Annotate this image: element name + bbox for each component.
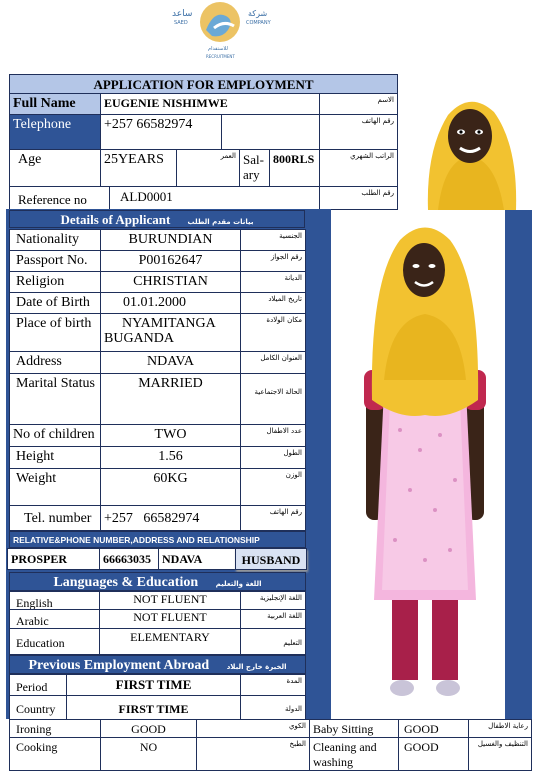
employment-header-ar: الخبرة خارج البلاد — [226, 663, 287, 671]
cooking-ar: الطبخ — [289, 740, 306, 748]
salary-value: 800RLS — [269, 149, 320, 187]
dob-ar: تاريخ الميلاد — [268, 295, 302, 303]
religion-label: Religion — [9, 271, 101, 293]
details-header-ar: بيانات مقدم الطلب — [187, 218, 254, 226]
english-ar: اللغة الإنجليزية — [259, 594, 302, 602]
right-margin-strip — [505, 210, 532, 720]
ironing-ar: الكوي — [288, 722, 306, 730]
svg-text:للاستقدام: للاستقدام — [208, 46, 228, 52]
svg-text:COMPANY: COMPANY — [246, 20, 271, 26]
marital-label: Marital Status — [9, 373, 101, 425]
marital-value: MARRIED — [100, 373, 241, 425]
full-name-label: Full Name — [9, 93, 101, 115]
marital-ar-cell — [240, 373, 306, 425]
height-ar-cell — [240, 446, 306, 469]
arabic-ar-cell — [240, 609, 306, 629]
relative-address: NDAVA — [158, 548, 236, 570]
languages-header — [9, 572, 306, 591]
birthplace-value: NYAMITANGA BUGANDA — [100, 313, 241, 352]
nationality-ar: الجنسية — [279, 232, 302, 240]
period-label: Period — [9, 674, 67, 696]
height-ar: الطول — [283, 449, 302, 457]
baby-sitting-label: Baby Sitting — [309, 719, 399, 738]
tel-number-ar-cell — [240, 505, 306, 531]
birthplace-label: Place of birth — [9, 313, 101, 352]
height-value: 1.56 — [100, 446, 241, 469]
children-ar: عدد الاطفال — [266, 427, 302, 435]
children-ar-cell — [240, 424, 306, 447]
religion-ar: الديانة — [284, 274, 302, 282]
english-value: NOT FLUENT — [99, 591, 241, 610]
country-value: FIRST TIME — [66, 695, 241, 720]
weight-ar: الوزن — [285, 471, 302, 479]
cleaning-ar: التنظيف والغسيل — [477, 740, 528, 748]
details-header — [9, 210, 305, 228]
telephone-ar: رقم الهاتف — [361, 117, 394, 125]
ironing-ar-cell — [196, 719, 310, 738]
period-value: FIRST TIME — [66, 674, 241, 696]
passport-ar: رقم الجواز — [270, 253, 302, 261]
weight-value: 60KG — [100, 468, 241, 506]
tel-number-ar: رقم الهاتف — [269, 508, 302, 516]
company-logo — [168, 0, 272, 62]
age-value: 25YEARS — [100, 149, 177, 187]
period-ar-cell — [240, 674, 306, 696]
applicant-full-body-photo — [340, 210, 505, 715]
weight-label: Weight — [9, 468, 101, 506]
nationality-ar-cell — [240, 229, 306, 251]
salary-ar-cell — [319, 149, 398, 187]
age-label: Age — [9, 149, 101, 187]
religion-value: CHRISTIAN — [100, 271, 241, 293]
period-ar: المدة — [286, 677, 302, 685]
telephone-ar-cell — [319, 114, 398, 150]
age-ar-cell — [176, 149, 240, 187]
address-label: Address — [9, 351, 101, 374]
marital-ar: الحالة الاجتماعية — [254, 388, 302, 396]
arabic-value: NOT FLUENT — [99, 609, 241, 629]
country-ar: الدولة — [284, 705, 302, 713]
salary-label: Sal-ary — [239, 149, 270, 187]
baby-sitting-ar-cell — [468, 719, 532, 738]
telephone-empty-cell — [221, 114, 320, 150]
education-label: Education — [9, 628, 100, 655]
cooking-ar-cell — [196, 737, 310, 771]
address-ar-cell — [240, 351, 306, 374]
arabic-ar: اللغة العربية — [267, 612, 302, 620]
employment-header — [9, 655, 306, 674]
address-ar: العنوان الكامل — [260, 354, 302, 362]
tel-number-label: Tel. number — [9, 505, 101, 531]
reference-label: Reference no — [9, 186, 110, 210]
dob-value: 01.01.2000 — [100, 292, 241, 314]
english-ar-cell — [240, 591, 306, 610]
passport-label: Passport No. — [9, 250, 101, 272]
arabic-label: Arabic — [9, 609, 100, 629]
full-name-value: EUGENIE NISHIMWE — [100, 93, 320, 115]
relative-name: PROSPER — [7, 548, 100, 570]
cooking-value: NO — [100, 737, 197, 771]
education-ar: التعليم — [283, 639, 302, 647]
svg-text:شركة: شركة — [248, 9, 268, 18]
ironing-label: Ironing — [9, 719, 101, 738]
full-name-ar-cell — [319, 93, 398, 115]
reference-value: ALD0001 — [109, 186, 320, 210]
country-label: Country — [9, 695, 67, 720]
relative-phone: 66663035 — [99, 548, 159, 570]
full-name-ar: الاسم — [377, 96, 394, 104]
svg-text:ساعد: ساعد — [172, 9, 193, 19]
nationality-value: BURUNDIAN — [100, 229, 241, 251]
children-label: No of children — [9, 424, 101, 447]
languages-header-ar: اللغة والتعليم — [215, 580, 262, 588]
salary-ar: الراتب الشهري — [350, 152, 394, 160]
dob-ar-cell — [240, 292, 306, 314]
education-ar-cell — [240, 628, 306, 655]
languages-header-label: Languages & Education — [53, 575, 199, 590]
reference-ar-cell — [319, 186, 398, 210]
weight-ar-cell — [240, 468, 306, 506]
address-value: NDAVA — [100, 351, 241, 374]
relative-relationship: HUSBAND — [235, 548, 307, 570]
english-label: English — [9, 591, 100, 610]
baby-sitting-value: GOOD — [398, 719, 469, 738]
passport-ar-cell — [240, 250, 306, 272]
relative-header: RELATIVE&PHONE NUMBER,ADDRESS AND RELATIONSHIP — [9, 531, 306, 548]
applicant-portrait-photo — [408, 90, 532, 210]
telephone-value: +257 66582974 — [100, 114, 222, 150]
nationality-label: Nationality — [9, 229, 101, 251]
employment-header-label: Previous Employment Abroad — [28, 658, 210, 673]
education-value: ELEMENTARY — [99, 628, 241, 655]
svg-text:RECRUITMENT: RECRUITMENT — [206, 54, 235, 59]
reference-ar: رقم الطلب — [361, 189, 394, 197]
cleaning-ar-cell — [468, 737, 532, 771]
form-title: APPLICATION FOR EMPLOYMENT — [9, 74, 398, 94]
birthplace-ar-cell — [240, 313, 306, 352]
cleaning-value: GOOD — [398, 737, 469, 771]
children-value: TWO — [100, 424, 241, 447]
details-header-label: Details of Applicant — [60, 212, 171, 227]
baby-sitting-ar: رعاية الاطفال — [488, 722, 528, 730]
cooking-label: Cooking — [9, 737, 101, 771]
birthplace-ar: مكان الولادة — [266, 316, 302, 324]
height-label: Height — [9, 446, 101, 469]
country-ar-cell — [240, 695, 306, 720]
telephone-label: Telephone — [9, 114, 101, 150]
religion-ar-cell — [240, 271, 306, 293]
ironing-value: GOOD — [100, 719, 197, 738]
tel-number-value: +257 66582974 — [100, 505, 241, 531]
dob-label: Date of Birth — [9, 292, 101, 314]
svg-text:SAED: SAED — [174, 20, 188, 26]
passport-value: P00162647 — [100, 250, 241, 272]
cleaning-label: Cleaning and washing — [309, 737, 399, 771]
age-ar: العمر — [220, 152, 236, 160]
